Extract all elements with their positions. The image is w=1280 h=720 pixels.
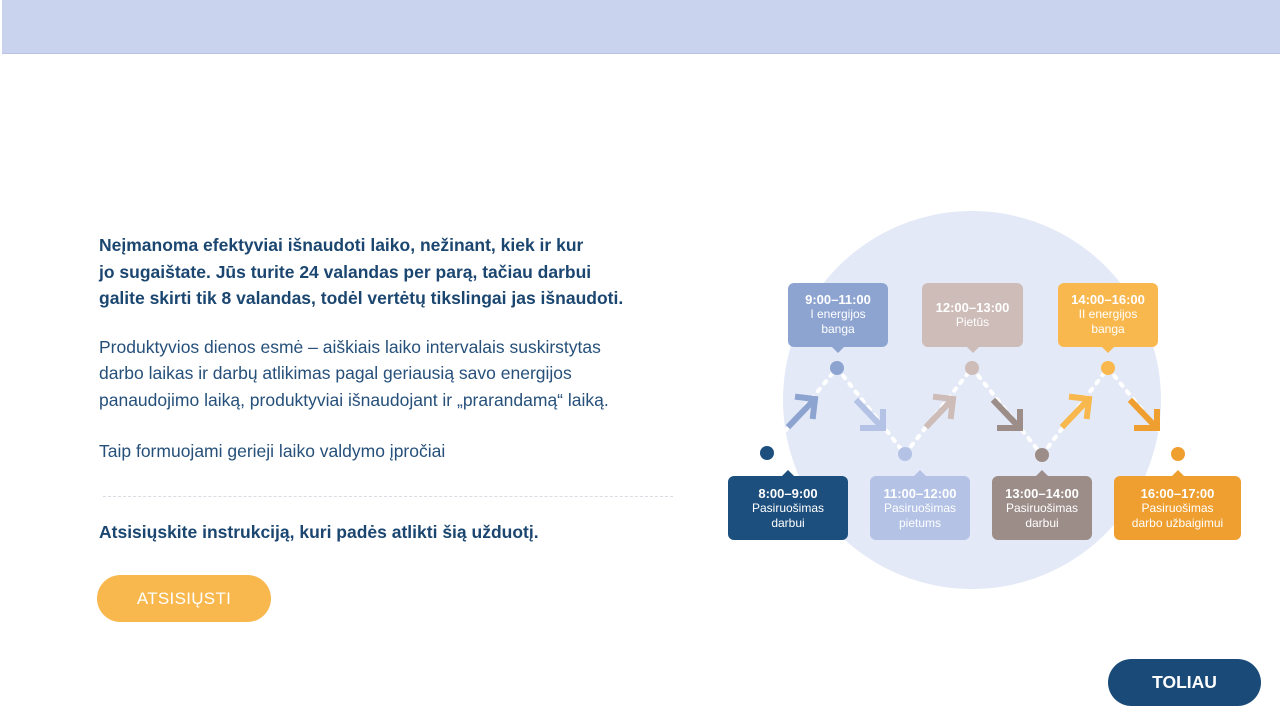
- energy-schedule-diagram: [720, 200, 1260, 600]
- next-button[interactable]: TOLIAU: [1108, 659, 1261, 706]
- schedule-box-1100: 11:00–12:00 Pasiruošimas pietums: [870, 476, 970, 540]
- schedule-box-1600: 16:00–17:00 Pasiruošimas darbo užbaigimui: [1114, 476, 1241, 540]
- down-arrow-icon: [1132, 402, 1157, 428]
- body-paragraph: Produktyvios dienos esmė – aiškiais laiko intervalais suskirstytas darbo laikas ir darbų atlikimas pagal geriausią savo energijos panaudojimo laiką, produktyviai išnaudojant ir „prarandamą“ laiką.: [99, 336, 609, 410]
- schedule-box-0900: 9:00–11:00 I energijos banga: [788, 283, 888, 347]
- down-arrow-icon: [995, 402, 1020, 428]
- download-button[interactable]: ATSISIŲSTI: [97, 575, 271, 622]
- download-instruction-text: Atsisiųskite instrukciją, kuri padės atlikti šią užduotį.: [99, 522, 539, 542]
- schedule-connectors: [720, 200, 1260, 600]
- top-banner: [2, 0, 1280, 54]
- dashed-divider: [103, 496, 673, 497]
- habit-text: Taip formuojami gerieji laiko valdymo įpročiai: [99, 441, 446, 461]
- up-arrow-icon: [928, 397, 953, 425]
- down-arrow-icon: [858, 402, 883, 428]
- intro-paragraph: Neįmanoma efektyviai išnaudoti laiko, nežinant, kiek ir kur jo sugaištate. Jūs turite 24 valandas per parą, tačiau darbui galite skirti tik 8 valandas, todėl vertėtų tikslingai jas išnaudoti.: [99, 235, 624, 308]
- content-text: [99, 232, 719, 464]
- schedule-box-1300: 13:00–14:00 Pasiruošimas darbui: [992, 476, 1092, 540]
- up-arrow-icon: [790, 397, 815, 425]
- schedule-box-0800: 8:00–9:00 Pasiruošimas darbui: [728, 476, 848, 540]
- up-arrow-icon: [1064, 397, 1089, 425]
- schedule-box-1400: 14:00–16:00 II energijos banga: [1058, 283, 1158, 347]
- schedule-box-1200: 12:00–13:00 Pietūs: [922, 283, 1023, 347]
